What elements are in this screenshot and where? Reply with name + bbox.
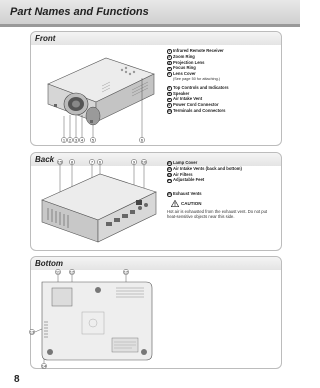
bottom-callout-14: 14 (41, 363, 47, 369)
item-number: 12 (167, 166, 171, 171)
back-panel-title: Back (35, 155, 55, 164)
back-callout-7: 7 (90, 159, 94, 165)
bottom-panel-title: Bottom (35, 259, 63, 268)
item-label: Adjustable Feet (173, 177, 205, 183)
page-number: 8 (14, 374, 20, 385)
item-label: Focus Ring (173, 65, 196, 71)
header-rule (0, 24, 300, 27)
item-label: Top Controls and Indicators (173, 84, 229, 90)
item-number: 10 (167, 108, 171, 113)
front-callout-2: 2 (68, 137, 72, 143)
back-callout-6: 6 (98, 159, 102, 165)
item-number: 7 (168, 91, 171, 96)
item-number: 13 (167, 172, 171, 177)
front-panel-header (31, 32, 281, 45)
back-callout-9: 9 (132, 159, 136, 165)
front-callout-6: 6 (140, 137, 144, 143)
list-item (167, 191, 242, 197)
item-label: Air Filters (173, 171, 193, 177)
item-label: Speaker (173, 90, 190, 96)
lens-cover-note: (See page 50 for attaching.) (173, 76, 221, 81)
item-label: Exhaust Vents (173, 191, 202, 196)
bottom-callout-11: 11 (55, 269, 61, 275)
item-label: Infrared Remote Receiver (173, 48, 224, 53)
item-label: Lens Cover (173, 71, 196, 76)
item-number: 2 (168, 54, 171, 59)
back-callout-15: 15 (57, 159, 63, 165)
back-item-list (167, 160, 242, 197)
bottom-callout-13: 13 (29, 329, 35, 335)
item-number: 14 (167, 178, 171, 183)
item-label: Air Intake Vent (173, 96, 203, 102)
item-label: Terminals and Connectors (173, 107, 226, 113)
bottom-callout-12b: 12 (123, 269, 129, 275)
item-number: 5 (168, 72, 171, 76)
item-label: Lamp Cover (173, 160, 198, 165)
item-number: 1 (168, 49, 171, 53)
item-number: 11 (167, 161, 171, 165)
front-callout-5: 5 (91, 137, 95, 143)
item-number: 6 (168, 85, 171, 90)
caution-text: Hot air is exhausted from the exhaust vent. Do not put heat-sensitive objects near this side. (167, 209, 268, 220)
item-number: 8 (168, 97, 171, 102)
bottom-callout-12a: 12 (69, 269, 75, 275)
item-label: Zoom Ring (173, 53, 195, 59)
front-item-list (167, 48, 229, 114)
warning-icon (171, 200, 179, 207)
back-callout-10: 10 (141, 159, 147, 165)
projector-back-illustration (36, 156, 160, 250)
item-label: Projection Lens (173, 59, 205, 65)
caution-heading (171, 200, 202, 207)
caution-label: CAUTION (181, 201, 202, 206)
front-panel-title: Front (35, 34, 56, 43)
projector-bottom-illustration (28, 268, 168, 376)
projector-front-illustration (36, 46, 158, 144)
item-number: 15 (167, 192, 171, 196)
front-callout-1: 1 (62, 137, 66, 143)
item-number: 3 (168, 60, 171, 65)
page-title: Part Names and Functions (10, 6, 149, 18)
item-number: 4 (168, 66, 171, 71)
front-callout-3: 3 (74, 137, 78, 143)
item-label: Power Cord Connector (173, 102, 219, 107)
list-item (167, 108, 229, 114)
front-callout-4: 4 (80, 137, 84, 143)
item-label: Air Intake Vents (back and bottom) (173, 165, 242, 171)
back-callout-8: 8 (70, 159, 74, 165)
item-number: 9 (168, 103, 171, 107)
